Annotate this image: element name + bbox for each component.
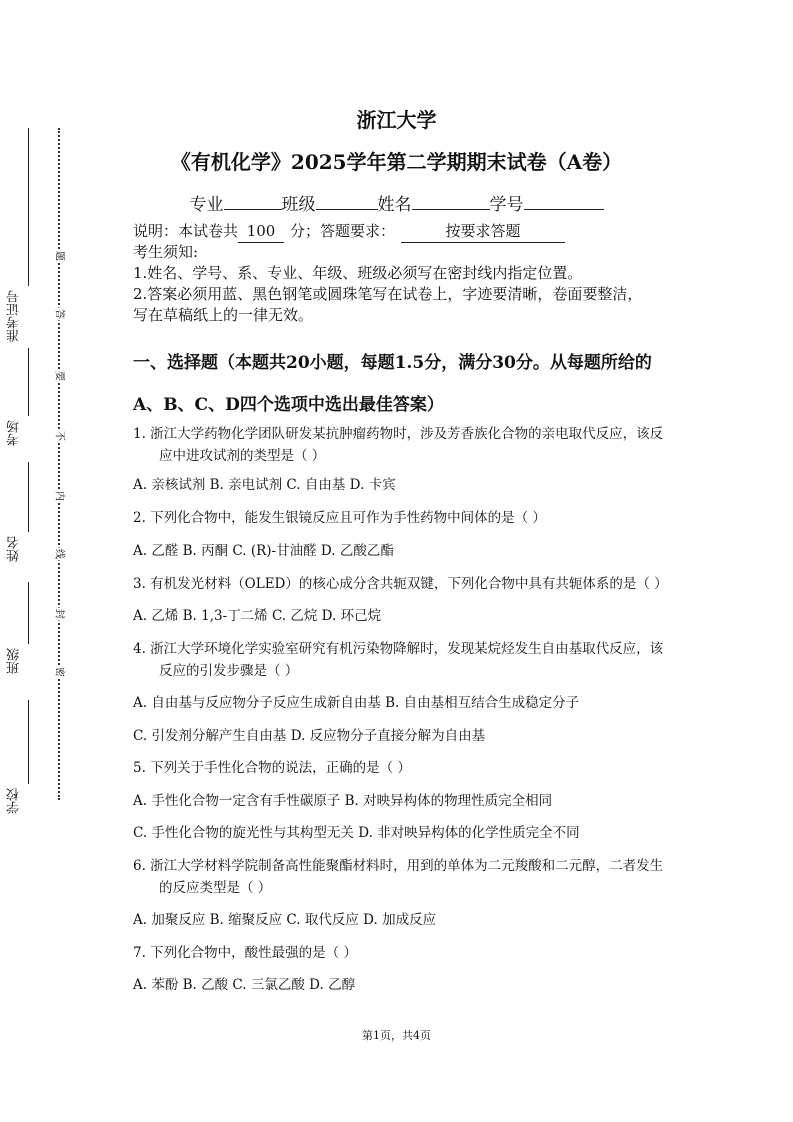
seal-char: 要 — [53, 371, 65, 381]
binding-field-exam-room: 考场 — [7, 420, 22, 446]
major-blank[interactable] — [224, 194, 282, 210]
binding-field-school: 学校 — [7, 788, 22, 814]
question-7-options: A. 苯酚 B. 乙酸 C. 三氯乙酸 D. 乙醇 — [133, 977, 356, 993]
seal-char: 答 — [53, 309, 65, 319]
binding-blank-exam-room — [28, 348, 29, 416]
seal-char: 不 — [53, 431, 65, 441]
section-title-line1: 一、选择题（本题共20小题，每题1.5分，满分30分。从每题所给的 — [133, 353, 652, 373]
question-3-options: A. 乙烯 B. 1,3-丁二烯 C. 乙烷 D. 环己烷 — [133, 608, 382, 624]
notice-item-1: 1.姓名、学号、系、专业、年级、班级必须写在密封线内指定位置。 — [133, 264, 583, 282]
notice-title: 考生须知: — [133, 243, 199, 261]
question-1 — [133, 423, 678, 467]
question-1-options: A. 亲核试剂 B. 亲电试剂 C. 自由基 D. 卡宾 — [133, 477, 396, 493]
page-number: 第1页，共4页 — [362, 1029, 431, 1042]
question-stem-cont: 的反应类型是（ ） — [159, 880, 272, 896]
binding-blank-class — [28, 582, 29, 644]
student-id-label: 学号 — [489, 195, 524, 215]
section-title-line2: A、B、C、D四个选项中选出最佳答案） — [133, 395, 444, 415]
question-7: 7. 下列化合物中，酸性最强的是（ ） — [133, 945, 357, 961]
binding-blank-name — [28, 462, 29, 532]
student-id-blank[interactable] — [524, 194, 604, 210]
question-4 — [133, 638, 678, 682]
class-blank[interactable] — [316, 194, 378, 210]
major-label: 专业 — [189, 195, 224, 215]
seal-char: 线 — [53, 549, 65, 559]
binding-field-class: 班级 — [7, 648, 22, 674]
question-4-options-ab: A. 自由基与反应物分子反应生成新自由基 B. 自由基相互结合生成稳定分子 — [133, 695, 580, 711]
name-label: 姓名 — [377, 195, 412, 215]
answer-requirement: 按要求答题 — [401, 221, 565, 243]
question-2: 2. 下列化合物中，能发生银镜反应且可作为手性药物中间体的是（ ） — [133, 510, 546, 526]
total-score: 100 — [238, 221, 284, 243]
seal-line — [58, 128, 60, 800]
question-stem: 1. 浙江大学药物化学团队研发某抗肿瘤药物时，涉及芳香族化合物的亲电取代反应，该反 — [133, 426, 664, 442]
university-title: 浙江大学 — [356, 108, 437, 132]
question-stem-cont: 反应的引发步骤是（ ） — [159, 663, 299, 679]
name-blank[interactable] — [412, 194, 490, 210]
student-info-row — [0, 190, 793, 215]
binding-field-name: 姓名 — [7, 536, 22, 562]
question-5: 5. 下列关于手性化合物的说法，正确的是（ ） — [133, 760, 411, 776]
seal-char: 题 — [53, 251, 65, 261]
instructions-line1 — [133, 221, 693, 243]
instructions-prefix: 说明：本试卷共 — [133, 222, 239, 240]
notice-item-2b: 写在草稿纸上的一律无效。 — [133, 306, 314, 324]
question-2-options: A. 乙醛 B. 丙酮 C. (R)-甘油醛 D. 乙酸乙酯 — [133, 543, 394, 559]
seal-char: 密 — [53, 667, 65, 677]
class-label: 班级 — [281, 195, 316, 215]
question-4-options-cd: C. 引发剂分解产生自由基 D. 反应物分子直接分解为自由基 — [133, 728, 486, 744]
seal-char: 内 — [53, 491, 65, 501]
exam-title: 《有机化学》2025学年第二学期期末试卷（A卷） — [170, 150, 623, 174]
notice-item-2a: 2.答案必须用蓝、黑色钢笔或圆珠笔写在试卷上，字迹要清晰，卷面要整洁， — [133, 285, 643, 303]
binding-field-exam-number: 准考证号 — [7, 290, 22, 342]
question-stem: 4. 浙江大学环境化学实验室研究有机污染物降解时，发现某烷烃发生自由基取代反应，该 — [133, 641, 664, 657]
question-3: 3. 有机发光材料（OLED）的核心成分含共轭双键，下列化合物中具有共轭体系的是（ ） — [133, 576, 668, 592]
instructions-mid: 分；答题要求： — [290, 222, 396, 240]
question-5-options-ab: A. 手性化合物一定含有手性碳原子 B. 对映异构体的物理性质完全相同 — [133, 793, 553, 809]
question-6 — [133, 855, 678, 899]
question-6-options: A. 加聚反应 B. 缩聚反应 C. 取代反应 D. 加成反应 — [133, 912, 437, 928]
seal-char: 封 — [53, 609, 65, 619]
question-stem: 6. 浙江大学材料学院制备高性能聚酯材料时，用到的单体为二元羧酸和二元醇，二者发生 — [133, 858, 664, 874]
question-stem-cont: 应中进攻试剂的类型是（ ） — [159, 448, 326, 464]
question-5-options-cd: C. 手性化合物的旋光性与其构型无关 D. 非对映异构体的化学性质完全不同 — [133, 825, 580, 841]
binding-blank-school — [28, 700, 29, 784]
